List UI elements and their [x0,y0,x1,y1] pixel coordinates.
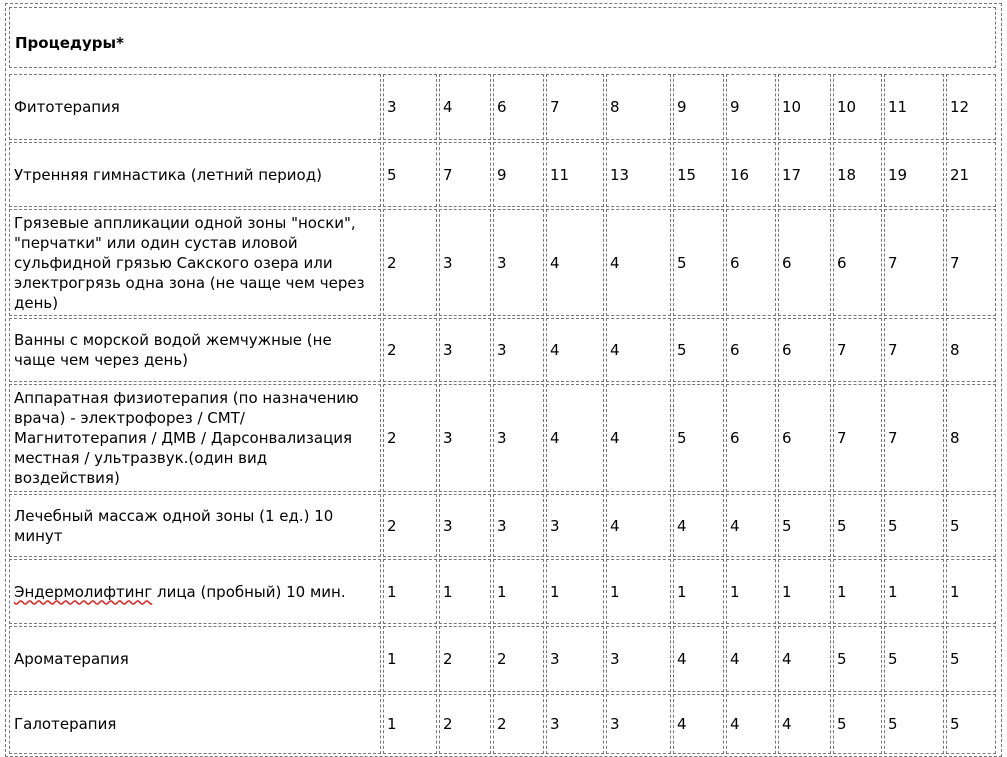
value-cell [546,559,604,624]
row-label [9,694,381,754]
value-cell [726,74,776,140]
value-text: 7 [837,341,847,359]
value-text: 7 [950,253,960,272]
value-text: 16 [730,165,750,184]
value-text: 6 [730,341,740,359]
value-text: 3 [387,98,397,116]
value-cell [946,559,996,624]
table-header [9,7,996,68]
value-text: 7 [550,98,560,116]
value-cell [606,494,671,557]
value-cell [606,74,671,140]
value-cell [778,142,831,207]
value-cell [383,384,437,492]
value-text: 7 [443,165,453,184]
value-cell [546,209,604,316]
value-text: 1 [950,582,960,601]
value-cell [606,626,671,692]
row-label-rest: лица (пробный) 10 мин. [152,582,346,601]
value-cell [726,694,776,754]
row-label-text: Лечебный массаж одной зоны (1 ед.) 10 минут [14,506,334,545]
value-text: 19 [888,165,908,184]
value-cell [546,494,604,557]
value-text: 3 [443,516,453,535]
value-text: 9 [730,98,740,116]
value-text: 3 [443,429,453,447]
value-text: 5 [782,516,792,535]
value-cell [884,384,944,492]
value-cell [778,694,831,754]
value-cell [673,694,724,754]
row-label-text: Фитотерапия [14,98,120,116]
value-cell [726,626,776,692]
row-label-text: Галотерапия [14,715,117,733]
value-text: 8 [950,429,960,447]
value-cell [439,142,491,207]
value-cell [439,384,491,492]
value-text: 21 [950,165,970,184]
value-text: 4 [443,98,453,116]
value-text: 9 [677,98,687,116]
value-text: 1 [387,715,397,733]
value-cell [439,494,491,557]
value-cell [383,209,437,316]
value-text: 1 [677,582,687,601]
row-label-text [14,582,346,602]
value-cell [833,384,882,492]
value-text: 3 [610,715,620,733]
value-text: 6 [497,98,507,116]
value-cell [546,142,604,207]
value-text: 2 [443,715,453,733]
value-text: 7 [837,429,847,447]
row-label-text: Ароматерапия [14,650,129,668]
value-cell [673,74,724,140]
value-text: 6 [837,253,847,272]
value-text: 1 [550,582,560,601]
value-text: 2 [387,516,397,535]
value-cell [383,494,437,557]
value-cell [726,142,776,207]
value-cell [493,209,544,316]
value-text: 3 [550,516,560,535]
value-text: 13 [610,165,630,184]
value-text: 5 [837,650,847,668]
value-cell [383,559,437,624]
value-text: 4 [610,429,620,447]
value-cell [833,626,882,692]
value-text: 4 [782,650,792,668]
value-cell [606,209,671,316]
value-text: 2 [387,253,397,272]
value-cell [606,694,671,754]
value-cell [493,142,544,207]
value-cell [439,74,491,140]
value-text: 18 [837,165,857,184]
row-label [9,209,381,316]
value-text: 6 [730,253,740,272]
value-text: 1 [837,582,847,601]
value-cell [493,694,544,754]
value-cell [383,626,437,692]
value-cell [946,494,996,557]
value-text: 5 [888,715,898,733]
value-text: 2 [497,650,507,668]
value-text: 1 [610,582,620,601]
row-label-text: Аппаратная физиотерапия (по назначению врача) - электрофорез / СМТ/ Магнитотерапия / ДМВ / Дарсонвализация местная / ультразвук.(один вид воздействия) [14,389,359,487]
value-text: 4 [677,715,687,733]
value-cell [726,318,776,382]
value-text: 2 [387,429,397,447]
value-cell [778,626,831,692]
row-label [9,559,381,624]
value-cell [439,559,491,624]
row-label [9,142,381,207]
value-cell [884,694,944,754]
value-text: 5 [677,253,687,272]
value-cell [833,694,882,754]
value-text: 15 [677,165,697,184]
value-cell [546,74,604,140]
row-label [9,318,381,382]
value-text: 3 [497,253,507,272]
value-cell [606,384,671,492]
value-cell [383,142,437,207]
value-cell [726,209,776,316]
value-cell [833,318,882,382]
value-text: 5 [837,516,847,535]
value-text: 2 [443,650,453,668]
value-cell [383,318,437,382]
value-text: 3 [610,650,620,668]
value-cell [673,494,724,557]
value-text: 5 [387,165,397,184]
value-text: 5 [950,715,960,733]
value-text: 3 [443,253,453,272]
value-text: 2 [387,341,397,359]
value-text: 5 [888,516,898,535]
value-text: 3 [497,429,507,447]
value-text: 6 [782,253,792,272]
value-text: 5 [950,516,960,535]
value-cell [946,384,996,492]
value-cell [946,209,996,316]
value-text: 4 [782,715,792,733]
value-text: 1 [730,582,740,601]
value-text: 1 [888,582,898,601]
value-cell [778,74,831,140]
row-label [9,74,381,140]
value-cell [884,74,944,140]
value-text: 4 [730,650,740,668]
value-text: 3 [443,341,453,359]
value-text: 12 [950,98,970,116]
value-cell [884,142,944,207]
row-label-text: Утренняя гимнастика (летний период) [14,165,322,184]
value-cell [673,559,724,624]
value-text: 9 [497,165,507,184]
value-cell [493,559,544,624]
value-cell [778,384,831,492]
value-cell [946,694,996,754]
value-text: 4 [610,253,620,272]
value-text: 1 [443,582,453,601]
value-text: 3 [550,715,560,733]
value-cell [833,74,882,140]
value-text: 1 [782,582,792,601]
value-cell [673,384,724,492]
value-cell [884,209,944,316]
value-text: 4 [677,650,687,668]
row-label [9,384,381,492]
value-text: 7 [888,429,898,447]
value-text: 10 [837,98,857,116]
value-text: 4 [730,516,740,535]
value-text: 4 [550,253,560,272]
row-label [9,626,381,692]
row-label-text: Грязевые аппликации одной зоны "носки", "перчатки" или один сустав иловой сульфидной грязью Сакского озера или электрогрязь одна зона (не чаще чем через день) [14,213,365,312]
value-cell [439,626,491,692]
value-text: 5 [677,429,687,447]
value-cell [383,694,437,754]
value-cell [493,494,544,557]
value-text: 6 [782,341,792,359]
value-text: 5 [950,650,960,668]
value-cell [606,142,671,207]
value-cell [493,384,544,492]
value-text: 4 [550,341,560,359]
value-cell [946,74,996,140]
value-text: 17 [782,165,802,184]
value-cell [833,209,882,316]
value-text: 4 [550,429,560,447]
value-cell [439,209,491,316]
value-cell [606,318,671,382]
value-cell [884,318,944,382]
value-text: 5 [837,715,847,733]
value-cell [726,559,776,624]
value-text: 10 [782,98,802,116]
value-cell [673,142,724,207]
value-cell [884,626,944,692]
value-cell [493,626,544,692]
value-cell [778,318,831,382]
value-cell [439,318,491,382]
value-cell [946,626,996,692]
value-cell [833,142,882,207]
row-label-text: Ванны с морской водой жемчужные (не чаще чем через день) [14,331,332,369]
value-text: 11 [888,98,908,116]
table-title: Процедуры* [15,34,124,52]
value-text: 3 [550,650,560,668]
value-cell [726,384,776,492]
value-text: 1 [387,582,397,601]
value-text: 1 [387,650,397,668]
value-text: 11 [550,165,570,184]
value-cell [884,494,944,557]
value-cell [673,318,724,382]
value-cell [493,318,544,382]
value-cell [778,559,831,624]
value-text: 4 [677,516,687,535]
value-text: 7 [888,253,898,272]
value-cell [546,694,604,754]
value-text: 4 [730,715,740,733]
value-cell [726,494,776,557]
value-cell [439,694,491,754]
value-cell [946,318,996,382]
value-cell [493,74,544,140]
value-text: 1 [497,582,507,601]
value-text: 3 [497,516,507,535]
value-text: 7 [888,341,898,359]
value-text: 3 [497,341,507,359]
procedures-table [5,3,1002,757]
value-text: 4 [610,341,620,359]
value-cell [606,559,671,624]
value-cell [833,494,882,557]
value-cell [673,626,724,692]
value-cell [833,559,882,624]
value-text: 8 [950,341,960,359]
value-text: 5 [888,650,898,668]
value-cell [884,559,944,624]
value-text: 6 [730,429,740,447]
value-cell [778,209,831,316]
value-cell [778,494,831,557]
value-text: 8 [610,98,620,116]
spellcheck-word: Эндермолифтинг [14,582,153,601]
value-cell [946,142,996,207]
row-label [9,494,381,557]
value-cell [546,318,604,382]
value-text: 4 [610,516,620,535]
value-cell [673,209,724,316]
value-cell [546,626,604,692]
value-text: 2 [497,715,507,733]
value-text: 6 [782,429,792,447]
value-cell [383,74,437,140]
value-cell [546,384,604,492]
value-text: 5 [677,341,687,359]
